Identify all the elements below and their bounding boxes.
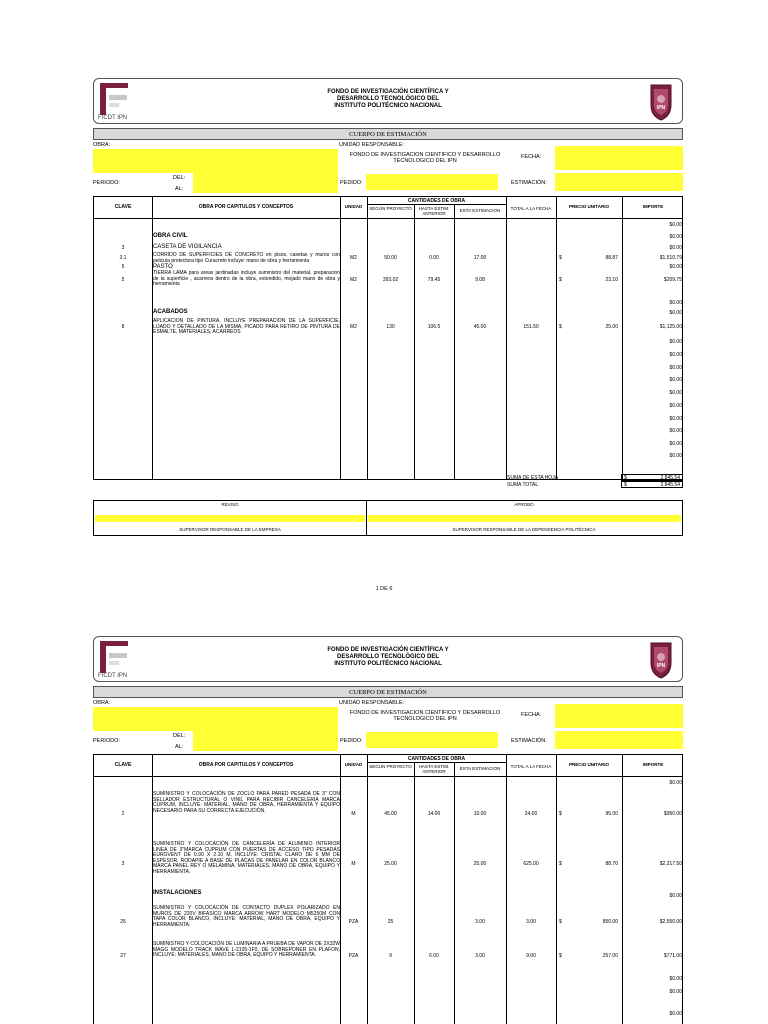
table-row — [94, 243, 682, 252]
cell-currency: $ — [559, 919, 562, 925]
reviso-signature-field[interactable] — [95, 515, 365, 522]
document-header — [93, 636, 683, 682]
cell-total: 625.00 — [523, 861, 539, 867]
header-total: TOTAL A LA FECHA — [510, 764, 552, 769]
periodo-label: PERIODO: — [93, 180, 120, 186]
table-row — [94, 1008, 682, 1020]
ipn-seal-logo — [648, 641, 674, 679]
header-importe: IMPORTE — [642, 762, 664, 767]
table-row — [94, 308, 682, 318]
cell-importe: $0.00 — [669, 390, 682, 396]
periodo-field[interactable] — [193, 731, 338, 751]
cell-precio: 88.87 — [605, 255, 618, 261]
header-cantidades: CANTIDADES DE OBRA — [407, 756, 466, 762]
cell-concepto: CASETA DE VIGILANCIA — [153, 244, 222, 250]
cell-clave: 3 — [121, 245, 125, 251]
cell-segun: 25.00 — [384, 861, 397, 867]
cell-importe: $771.00 — [663, 953, 682, 959]
cell-importe: $0.00 — [669, 428, 682, 434]
del-label: DEL: — [173, 175, 186, 181]
table-row — [94, 438, 682, 450]
cell-importe: $950.00 — [663, 811, 682, 817]
cell-importe: $1,510.79 — [659, 255, 682, 261]
header-segun: SEGÚN PROYECTO — [369, 764, 412, 769]
table-row — [94, 232, 682, 242]
cell-currency: $ — [559, 324, 562, 330]
cell-currency: $ — [559, 811, 562, 817]
cell-unidad: PZA — [348, 919, 359, 925]
cell-importe: $0.00 — [669, 893, 682, 899]
cell-currency: $ — [559, 861, 562, 867]
pedido-label: PEDIDO: — [340, 738, 363, 744]
pedido-field[interactable] — [366, 732, 498, 748]
cell-concepto: APLICACION DE PINTURA, INCLUYE PREPARACION DE LA SUPERFICIE, LIJADO Y DETALLADO DE LA MISMA, PICADO PARA RETIRO DE PINTURA DE ESMALTE, MATERIALES, ACARREOS — [153, 318, 340, 335]
table-row — [94, 791, 682, 837]
cell-clave: 27 — [120, 953, 126, 959]
cell-clave: 2 — [121, 811, 125, 817]
header-unidad: UNIDAD — [344, 762, 363, 767]
cell-currency: $ — [559, 255, 562, 261]
table-row — [94, 777, 682, 789]
header-precio: PRECIO UNITARIO — [569, 204, 609, 209]
cell-concepto: SUMINISTRO Y COLOCACIÓN DE CANCELERÍA DE ALUMINIO INTERIOR LINEA DE 3"MARCA CUPRUM CON PUERTAS DE ACCESO TIPO PESADAS EUROVENT DE 0.90 X 2.10 M. INCLUYE: CRISTAL CLARO DE 6 MM DE ESPESOR. RODAPIE A BASE DE PLACAS DE PANELAR EN COLOR BLANCO MARCA PANEL REY O MELAMINA, MATERIALES, MANO DE OBRA, EQUIPO Y HERRAMIENTA. — [153, 841, 340, 875]
cell-currency: $ — [559, 277, 562, 283]
cell-concepto: SUMINISTRO Y COLOCACIÓN DE LUMINARIA A PRUEBA DE VAPOR DE 2X32W MAGG MODELO TRACK WAVE L-2105-1F0, DE SOBREPONER EN PLAFON, INCLUYE: MATERIALES, MANO DE OBRA, EQUIPO Y HERRAMIENTA. — [153, 941, 340, 958]
form-info — [93, 140, 683, 196]
cell-clave: 8 — [121, 324, 125, 330]
svg-text:IPN: IPN — [656, 663, 666, 669]
cell-concepto: ACABADOS — [153, 309, 188, 315]
cell-total: 9.00 — [526, 953, 536, 959]
cell-importe: $0.00 — [669, 300, 682, 306]
table-row — [94, 400, 682, 412]
table-row — [94, 318, 682, 336]
cell-total: 24.00 — [524, 811, 538, 817]
unidad-value: FONDO DE INVESTIGACION CIENTIFICO Y DESARROLLO TECNOLOGICO DEL IPN — [349, 710, 501, 722]
al-label: AL: — [175, 744, 184, 750]
cell-concepto: INSTALACIONES — [153, 890, 202, 896]
header-hasta: HASTA ESTIM. ANTERIOR — [418, 764, 450, 774]
cell-esta: 10.00 — [473, 811, 487, 817]
table-row — [94, 349, 682, 361]
table-row — [94, 336, 682, 348]
signature-block — [93, 500, 683, 536]
unidad-label: UNIDAD RESPONSABLE: — [339, 142, 405, 148]
cell-importe: $0.00 — [669, 780, 682, 786]
cell-unidad: M2 — [350, 277, 357, 283]
header-cantidades: CANTIDADES DE OBRA — [407, 198, 466, 204]
cell-unidad: PZA — [348, 953, 359, 959]
cell-concepto: SUMINISTRO Y COLOCACIÓN DE ZOCLO PARA PARED PESADA DE 3" CON SELLADOR ESTRUCTURAL O VINIL PARA RECIBIR CANCELERIA MARCA CUPRUM, INCLUYE: MATERIAL, MANO DE OBRA, HERRAMIENTA Y EQUIPO NECESARIO PARA SU CORRECTA EJECUCIÓN. — [153, 791, 340, 814]
cell-segun: 45.00 — [384, 811, 397, 817]
cell-currency: $ — [559, 953, 562, 959]
section-title: CUERPO DE ESTIMACIÓN — [93, 128, 683, 140]
cell-precio: 95.00 — [605, 811, 618, 817]
ipn-seal-logo — [648, 83, 674, 121]
totals — [505, 474, 683, 490]
header-esta: ESTA ESTIMACION — [459, 208, 501, 213]
cell-precio: 850.00 — [602, 919, 618, 925]
suma-total-box: $ 2,845.54 — [621, 481, 683, 488]
cell-importe: $0.00 — [669, 403, 682, 409]
aprobo-signature-field[interactable] — [368, 515, 681, 522]
cell-precio: 25.00 — [605, 324, 618, 330]
obra-label: OBRA: — [93, 142, 111, 148]
institution-title: FONDO DE INVESTIGACIÓN CIENTÍFICA Y DESARROLLO TECNOLÓGICO DEL INSTITUTO POLITÉCNICO NACIONAL — [327, 89, 449, 109]
cell-importe: $0.00 — [669, 453, 682, 459]
supervisor-empresa: SUPERVISOR RESPONSABLE DE LA EMPRESA — [179, 527, 281, 532]
cell-importe: $0.00 — [669, 377, 682, 383]
table-row — [94, 973, 682, 985]
table-row — [94, 425, 682, 437]
cell-clave: 25 — [120, 919, 126, 925]
header-precio: PRECIO UNITARIO — [569, 762, 609, 767]
institution-title: FONDO DE INVESTIGACIÓN CIENTÍFICA Y DESARROLLO TECNOLÓGICO DEL INSTITUTO POLITÉCNICO NACIONAL — [327, 647, 449, 667]
cell-segun: 25 — [387, 919, 394, 925]
cell-esta: 3.00 — [475, 919, 485, 925]
estimacion-label: ESTIMACIÓN: — [511, 738, 547, 744]
cell-importe: $209.75 — [663, 277, 682, 283]
al-label: AL: — [175, 186, 184, 192]
periodo-label: PERIODO: — [93, 738, 120, 744]
table-row — [94, 270, 682, 290]
cell-importe: $2,217.50 — [659, 861, 682, 867]
page-number: 1 DE 6 — [375, 586, 393, 592]
cell-unidad: M2 — [350, 255, 357, 261]
table-row — [94, 986, 682, 998]
fecha-label: FECHA: — [521, 712, 542, 718]
cell-esta: 45.00 — [473, 324, 487, 330]
cell-concepto: PASTO — [153, 264, 173, 270]
pedido-field[interactable] — [366, 174, 498, 190]
cell-precio: 23.10 — [605, 277, 618, 283]
pedido-label: PEDIDO: — [340, 180, 363, 186]
ficdt-logo-text: FICDT IPN — [98, 115, 128, 121]
periodo-field[interactable] — [193, 173, 338, 193]
aprobo-label: APROBO — [514, 502, 534, 507]
cell-precio: 88.70 — [605, 861, 618, 867]
cell-esta: 25.00 — [473, 861, 487, 867]
table-row — [94, 889, 682, 903]
cell-concepto: SUMINISTRO Y COLOCACIÓN DE CONTACTO DUPLEX POLARIZADO EN MUROS DE 220V BIFASICO MARCA ARROW HART MODELO M5250M CON TAPA COLOR BLANCO, INCLUYE: MATERIAL, MANO DE OBRA, EQUIPO Y HERRAMIENTA. — [153, 905, 340, 928]
header-importe: IMPORTE — [642, 204, 664, 209]
suma-total-label: SUMA TOTAL — [507, 482, 539, 488]
table-row — [94, 219, 682, 231]
cell-importe: $2,550.00 — [659, 919, 682, 925]
estimation-table — [93, 754, 683, 1024]
svg-text:IPN: IPN — [656, 105, 666, 111]
estimacion-field[interactable] — [555, 731, 683, 749]
cell-unidad: M — [351, 811, 356, 817]
table-row — [94, 841, 682, 887]
estimacion-label: ESTIMACIÓN: — [511, 180, 547, 186]
cell-unidad: M — [351, 861, 356, 867]
fecha-label: FECHA: — [521, 154, 542, 160]
cell-importe: $0.00 — [669, 416, 682, 422]
obra-label: OBRA: — [93, 700, 111, 706]
cell-importe: $0.00 — [669, 310, 682, 316]
cell-hasta: 0.00 — [429, 255, 439, 261]
table-row — [94, 413, 682, 425]
header-concepto: OBRA POR CAPITULOS Y CONCEPTOS — [198, 762, 294, 768]
unidad-value: FONDO DE INVESTIGACION CIENTIFICO Y DESARROLLO TECNOLOGICO DEL IPN — [349, 152, 501, 164]
supervisor-dependencia: SUPERVISOR RESPONSABLE DE LA DEPENDENCIA POLITÉCNICA — [452, 527, 596, 532]
unidad-label: UNIDAD RESPONSABLE: — [339, 700, 405, 706]
obra-field[interactable] — [93, 149, 338, 173]
header-clave: CLAVE — [114, 762, 132, 768]
fecha-field[interactable] — [555, 146, 683, 170]
cell-importe: $0.00 — [669, 339, 682, 345]
cell-clave: 5 — [121, 264, 125, 270]
cell-importe: $0.00 — [669, 234, 682, 240]
form-info — [93, 698, 683, 754]
section-title: CUERPO DE ESTIMACIÓN — [93, 686, 683, 698]
cell-importe: $0.00 — [669, 976, 682, 982]
cell-importe: $0.00 — [669, 222, 682, 228]
cell-esta: 3.00 — [475, 953, 485, 959]
cell-segun: 50.00 — [384, 255, 397, 261]
header-esta: ESTA ESTIMACION — [459, 766, 501, 771]
cell-importe: $0.00 — [669, 264, 682, 270]
table-row — [94, 374, 682, 386]
header-clave: CLAVE — [114, 204, 132, 210]
cell-importe: $0.00 — [669, 989, 682, 995]
table-row — [94, 362, 682, 374]
ficdt-logo-text: FICDT IPN — [98, 673, 128, 679]
table-row — [94, 387, 682, 399]
estimation-table — [93, 196, 683, 480]
table-row — [94, 905, 682, 939]
estimation-sheet-page-1 — [93, 78, 683, 592]
cell-esta: 9.08 — [475, 277, 485, 283]
cell-precio: 257.00 — [602, 953, 618, 959]
cell-hasta: 79.45 — [427, 277, 441, 283]
cell-clave: 3.1 — [119, 255, 127, 261]
suma-total-value: 2,845.54 — [660, 482, 680, 488]
cell-clave: 5 — [121, 277, 125, 283]
header-unidad: UNIDAD — [344, 204, 363, 209]
reviso-label: REVISO — [221, 502, 239, 507]
cell-importe: $0.00 — [669, 1011, 682, 1017]
cell-importe: $0.00 — [669, 441, 682, 447]
cell-hasta: 14.00 — [427, 811, 441, 817]
cell-segun: 393.02 — [382, 277, 399, 283]
fecha-field[interactable] — [555, 704, 683, 728]
cell-clave: 3 — [121, 861, 125, 867]
cell-importe: $0.00 — [669, 245, 682, 251]
document-header — [93, 78, 683, 124]
cell-total: 151.50 — [523, 324, 539, 330]
cell-importe: $0.00 — [669, 365, 682, 371]
table-row — [94, 450, 682, 462]
suma-hoja-label: SUMA DE ESTA HOJA — [507, 475, 559, 481]
cell-unidad: M2 — [350, 324, 357, 330]
cell-importe: $0.00 — [669, 352, 682, 358]
header-hasta: HASTA ESTIM. ANTERIOR — [418, 206, 450, 216]
estimation-sheet-page-2 — [93, 636, 683, 1024]
table-row — [94, 941, 682, 971]
cell-importe: $1,125.00 — [659, 324, 682, 330]
cell-hasta: 106.5 — [427, 324, 441, 330]
table-row — [94, 263, 682, 270]
del-label: DEL: — [173, 733, 186, 739]
cell-segun: 130 — [386, 324, 395, 330]
suma-hoja-value: 2,845.54 — [660, 475, 680, 481]
cell-concepto: OBRA CIVIL — [153, 233, 188, 239]
cell-segun: 9 — [389, 953, 392, 959]
cell-concepto: CORRIDO DE SUPERFICIES DE CONCRETO en pisos, casetas y muros con pelicula protectora tipo Curacreto incluye: mano de obra y herramienta — [153, 252, 340, 264]
header-segun: SEGÚN PROYECTO — [369, 206, 412, 211]
cell-concepto: TIERRA LAMA para areas jardinadas incluye suministro del material, preparacion de la superficie , acarreos dentro de la obra, extendido, mojado mano de obra y herramienta — [153, 270, 340, 287]
obra-field[interactable] — [93, 707, 338, 731]
header-concepto: OBRA POR CAPITULOS Y CONCEPTOS — [198, 204, 294, 210]
cell-esta: 17.00 — [473, 255, 487, 261]
estimacion-field[interactable] — [555, 173, 683, 191]
suma-hoja-box: $ 2,845.54 — [621, 474, 683, 481]
cell-hasta: 6.00 — [429, 953, 439, 959]
cell-total: 3.00 — [526, 919, 536, 925]
table-row — [94, 252, 682, 263]
header-total: TOTAL A LA FECHA — [510, 206, 552, 211]
table-row — [94, 298, 682, 308]
